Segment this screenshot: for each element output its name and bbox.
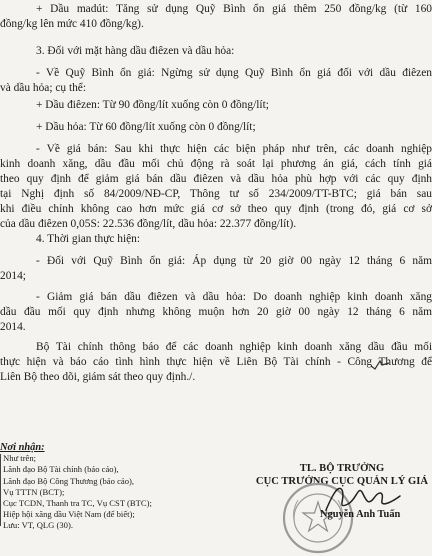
text-line: theo quy định để giảm giá bán dầu điêzen và dầu hỏa phù hợp với các quy định [0, 173, 432, 185]
fund-paragraph [0, 66, 432, 96]
text-line: kinh doanh xăng, dầu đầu mối chủ động rà soát lại phương án giá, cách tính giá [0, 158, 432, 170]
text-line: + Dầu madút: Tăng sử dụng Quỹ Bình ổn giá thêm 250 đồng/kg (từ 160 [36, 3, 432, 15]
text-line: - Giảm giá bán dầu điêzen và dầu hỏa: Do doanh nghiệp kinh doanh xăng [36, 291, 432, 303]
text-line: Bộ Tài chính thông báo để các doanh nghiệp kinh doanh xăng dầu đầu mối [36, 341, 432, 353]
signer-name: Nguyễn Anh Tuấn [320, 509, 401, 520]
section-heading: 4. Thời gian thực hiện: [36, 233, 141, 245]
text-line: thực hiện và báo cáo tình hình thực hiện về Liên Bộ Tài chính - Công Thương để [0, 356, 432, 368]
text-line: 2014; [0, 270, 26, 282]
signature-title-line: CỤC TRƯỞNG CỤC QUẢN LÝ GIÁ [255, 476, 429, 487]
text-line: của dầu điêzen 0,05S: 22.536 đồng/lít, dầu hỏa: 22.377 đồng/lít). [0, 218, 297, 230]
initial-mark-icon [370, 357, 390, 371]
text-line: Liên Bộ theo dõi, giám sát theo quy định./. [0, 371, 196, 383]
section-heading: 3. Đối với mặt hàng dầu điêzen và dầu hỏa: [36, 45, 235, 57]
text-line: 2014. [0, 321, 26, 333]
recipient-item: Lưu: VT, QLG (30). [3, 520, 73, 531]
time-price-paragraph [0, 290, 432, 335]
text-line: đồng/kg lên mức 410 đồng/kg). [0, 18, 144, 30]
kerosene-line: + Dầu hỏa: Từ 60 đồng/lít xuống còn 0 đồng/lít; [36, 121, 256, 133]
recipient-item: Hiệp hội xăng dầu Việt Nam (để biết); [3, 509, 135, 520]
recipients-bracket [0, 454, 1, 526]
closing-paragraph [0, 340, 432, 385]
recipients-heading: Nơi nhận: [0, 442, 45, 453]
text-line: - Về giá bán: Sau khi thực hiện các biện pháp như trên, các doanh nghiệp [36, 143, 432, 155]
text-line: dầu đầu mối quy định nhưng không muộn hơn 20 giờ 00 ngày 12 tháng 6 năm [0, 306, 432, 318]
price-paragraph [0, 142, 432, 232]
mazut-paragraph [0, 2, 432, 32]
recipient-item: Lãnh đạo Bộ Tài chính (báo cáo), [3, 464, 119, 475]
text-line: tại Nghị định số 84/2009/NĐ-CP, Thông tư số 234/2009/TT-BTC; giá bán sau [0, 188, 432, 200]
recipient-item: Cục TCDN, Thanh tra TC, Vụ CST (BTC); [3, 498, 152, 509]
text-line: - Đối với Quỹ Bình ổn giá: Áp dụng từ 20 giờ 00 ngày 12 tháng 6 năm [36, 255, 432, 267]
diesel-line: + Dầu điêzen: Từ 90 đồng/lít xuống còn 0 đồng/lít; [36, 99, 269, 111]
text-line: - Về Quỹ Bình ổn giá: Ngừng sử dụng Quỹ Bình ổn giá đối với dầu điêzen [36, 67, 432, 79]
text-line: và dầu hỏa; cụ thể: [0, 82, 87, 94]
recipient-item: Lãnh đạo Bộ Công Thương (báo cáo), [3, 475, 135, 486]
recipients-block [0, 442, 200, 532]
recipient-item: Như trên; [3, 453, 37, 464]
recipient-item: Vụ TTTN (BCT); [3, 486, 65, 497]
signature-title-line: TL. BỘ TRƯỞNG [299, 463, 385, 474]
text-line: khi điều chỉnh không cao hơn mức giá cơ sở theo quy định (trong đó, giá cơ sở [0, 203, 432, 215]
time-fund-paragraph [0, 254, 432, 284]
